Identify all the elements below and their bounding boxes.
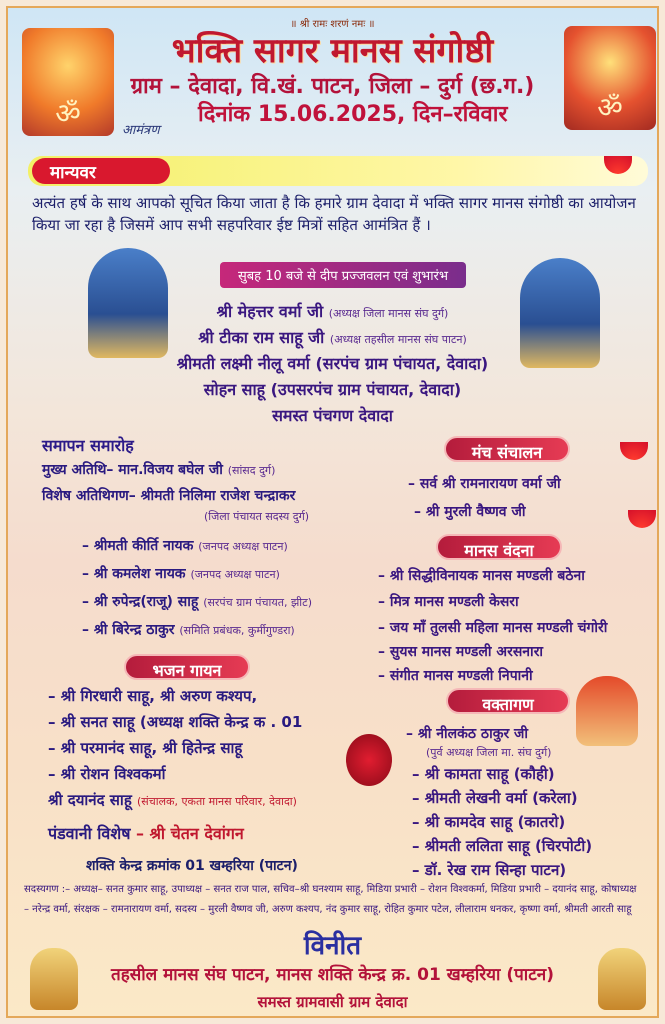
speaker-item: – श्री कामता साहू (कौही) — [412, 765, 555, 783]
pandwani-label: पंडवानी विशेष — [48, 824, 131, 843]
speaker-item: – श्री कामदेव साहू (कातरो) — [412, 813, 566, 831]
closing-guest-name: – श्री कमलेश नायक — [82, 566, 186, 582]
guest-role: (अध्यक्ष तहसील मानस संघ पाटन) — [329, 333, 467, 346]
closing-guest-role: (समिति प्रबंधक, कुर्मीगुण्डरा) — [179, 624, 295, 637]
organiser-line: तहसील मानस संघ पाटन, मानस शक्ति केन्द्र क्र. 01 खम्हरिया (पाटन) — [111, 965, 554, 985]
event-date: दिनांक 15.06.2025, दिन–रविवार — [198, 102, 508, 127]
members-line-1: सदस्यगण :– अध्यक्ष– सनत कुमार साहू, उपाध्यक्ष – सनत राज पाल, सचिव–श्री घनश्याम साहू, मिडिया प्रभारी – रोशन विश्वकर्मा, मिडिया प्रभारी – दयानंद साहू, कोषाध्यक्ष — [24, 884, 637, 895]
speaker-item: – श्री नीलकंठ ठाकुर जी — [406, 726, 529, 742]
special-guest: विशेष अतिथिगण– श्रीमती निलिमा राजेश चन्द्राकर — [42, 488, 296, 504]
event-address: ग्राम – देवादा, वि.खं. पाटन, जिला – दुर्ग (छ.ग.) — [130, 74, 535, 99]
speaker-role — [426, 744, 551, 760]
bhajan-item: – श्री परमानंद साहू, श्री हितेन्द्र साहू — [48, 739, 243, 757]
stage-item: – श्री मुरली वैष्णव जी — [414, 504, 526, 520]
greeting-label: मान्यवर — [32, 158, 170, 184]
stage-item: – सर्व श्री रामनारायण वर्मा जी — [408, 476, 561, 492]
speaker-item: – श्रीमती ललिता साहू (चिरपोटी) — [412, 837, 593, 855]
bhajan-dayanand-role: (संचालक, एकता मानस परिवार, देवादा) — [137, 795, 297, 808]
members-line-2: – नरेन्द्र वर्मा, संरक्षक – रामनारायण वर्मा, सदस्य – मुरली वैष्णव जी, अरुण कश्यप, नंद कुमार साहू, रोहित कुमार पटेल, लीलाराम धनकर, कृष्णा वर्मा, श्रीमती आरती साहू — [24, 904, 632, 915]
closing-guest — [82, 592, 312, 611]
chief-guest-name: मुख्य अतिथि– मान.विजय बघेल जी — [42, 462, 223, 478]
speaker-role-text: (पुर्व अध्यक्ष जिला मा. संघ दुर्ग) — [426, 746, 552, 759]
closing-guest — [82, 564, 280, 583]
vandana-item: – सुयस मानस मण्डली अरसनारा — [378, 644, 544, 660]
speaker-item: – डॉ. रेख राम सिन्हा पाटन) — [412, 861, 567, 879]
vandana-item: – मित्र मानस मण्डली केसरा — [378, 594, 519, 610]
guest-line — [8, 300, 657, 322]
vandana-item: – श्री सिद्धीविनायक मानस मण्डली बठेना — [378, 568, 585, 584]
invitation-paragraph: अत्यंत हर्ष के साथ आपको सूचित किया जाता है कि हमारे ग्राम देवादा में भक्ति सागर मानस संगोष्ठी का आयोजन किया जा रहा है जिसमें आप सभी सहपरिवार ईष्ट मित्रों सहित आमंत्रित हैं । — [32, 194, 636, 234]
guest-name: श्री मेहत्तर वर्मा जी — [216, 302, 324, 321]
speaker-item: – श्रीमती लेखनी वर्मा (करेला) — [412, 789, 578, 807]
guest-name: समस्त पंचगण देवादा — [272, 406, 393, 425]
vandana-item: – जय माँ तुलसी महिला मानस मण्डली चंगोरी — [378, 620, 608, 636]
trident-icon: ॐ — [597, 91, 623, 124]
guest-line — [8, 352, 657, 374]
vandana-item: – संगीत मानस मण्डली निपानी — [378, 668, 533, 684]
invitation-card — [6, 6, 659, 1018]
invocation-text: ॥ श्री रामः शरणं नमः ॥ — [290, 19, 375, 30]
guest-name: सोहन साहू (उपसरपंच ग्राम पंचायत, देवादा) — [203, 380, 462, 399]
closing-guest — [82, 620, 295, 639]
closing-guest-role: (सरपंच ग्राम पंचायत, झीट) — [203, 596, 312, 609]
shakti-kendra: शक्ति केन्द्र क्रमांक 01 खम्हरिया (पाटन) — [86, 858, 298, 874]
bhajan-dayanand — [48, 790, 297, 810]
stage-heading: मंच संचालन — [444, 436, 570, 462]
closing-guest-name: – श्री रुपेन्द्र(राजू) साहू — [82, 594, 199, 610]
villagers-line: समस्त ग्रामवासी ग्राम देवादा — [257, 993, 408, 1011]
closing-guest-role: (जनपद अध्यक्ष पाटन) — [198, 540, 288, 553]
namaste-image — [576, 676, 638, 746]
bhajan-heading: भजन गायन — [124, 654, 250, 680]
closing-guest-name: – श्रीमती कीर्ति नायक — [82, 538, 194, 554]
vandana-heading: मानस वंदना — [436, 534, 562, 560]
pandwani-line — [48, 822, 244, 844]
speakers-heading: वक्तागण — [446, 688, 570, 714]
chief-guest-role: (सांसद दुर्ग) — [227, 464, 276, 477]
chief-guest — [42, 460, 275, 479]
vinit-heading: विनीत — [303, 931, 362, 961]
om-icon: ॐ — [55, 97, 81, 130]
guest-line — [8, 378, 657, 400]
guest-name: श्रीमती लक्ष्मी नीलू वर्मा (सरपंच ग्राम पंचायत, देवादा) — [176, 354, 489, 373]
closing-guest — [82, 536, 288, 555]
guest-role: (अध्यक्ष जिला मानस संघ दुर्ग) — [328, 307, 449, 320]
guest-line — [8, 404, 657, 426]
bhajan-item: – श्री सनत साहू (अध्यक्ष शक्ति केन्द्र क . 01 — [48, 713, 303, 731]
diya-icon — [628, 510, 656, 528]
diya-icon — [620, 442, 648, 460]
closing-heading: समापन समारोह — [42, 436, 134, 455]
guest-name: श्री टीका राम साहू जी — [198, 328, 325, 347]
closing-guest-name: – श्री बिरेन्द्र ठाकुर — [82, 622, 175, 638]
pandwani-name: – श्री चेतन देवांगन — [136, 824, 244, 843]
special-guest-role — [204, 508, 309, 524]
guest-line — [8, 326, 657, 348]
closing-guest-role: (जनपद अध्यक्ष पाटन) — [190, 568, 280, 581]
bhajan-item: – श्री रोशन विश्वकर्मा — [48, 765, 166, 783]
inauguration-ribbon: सुबह 10 बजे से दीप प्रज्जवलन एवं शुभारंभ — [220, 262, 466, 288]
rose-bouquet-image — [346, 734, 392, 786]
bhajan-dayanand-name: श्री दयानंद साहू — [48, 791, 132, 809]
bhajan-item: – श्री गिरधारी साहू, श्री अरुण कश्यप, — [48, 687, 258, 705]
event-title: भक्ति सागर मानस संगोष्ठी — [171, 31, 494, 71]
amantran-logo: आमंत्रण — [122, 123, 160, 138]
special-guest-role-text: (जिला पंचायत सदस्य दुर्ग) — [204, 510, 310, 523]
